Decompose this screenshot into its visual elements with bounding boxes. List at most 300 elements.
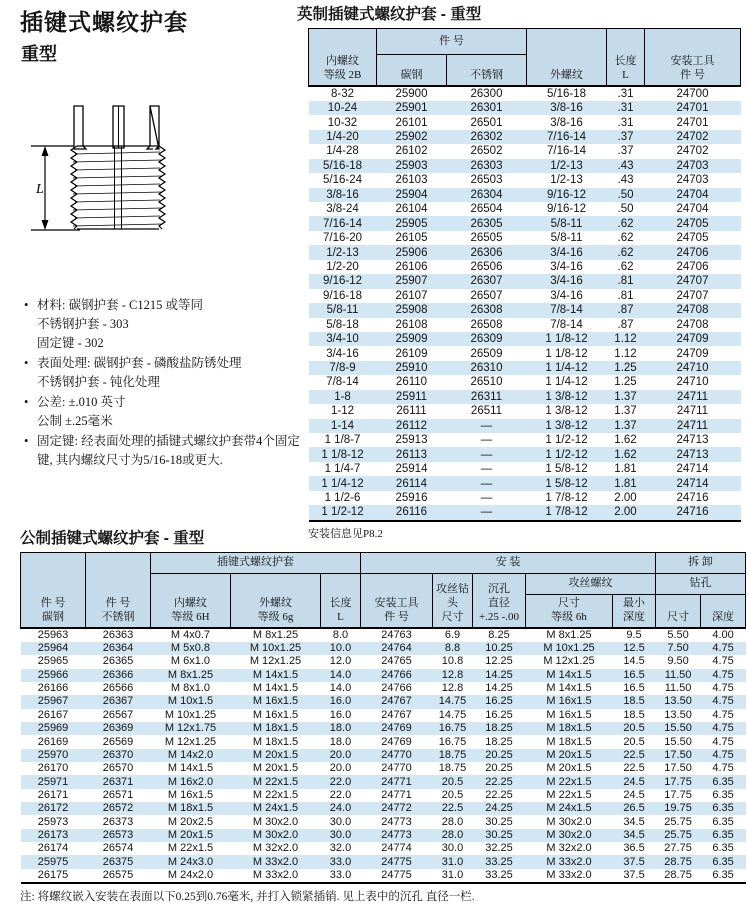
table-cell: 33.0 [329,868,352,881]
group-header-part-no: 件 号 [377,29,527,55]
table-cell: 18.0 [329,735,352,748]
table-cell: 32.25 [485,842,513,855]
table-row [309,130,741,144]
table-cell: 26309 [470,333,503,346]
table-cell: 1.12 [614,333,637,346]
table-cell: 25975 [37,855,69,868]
table-cell: 6.35 [712,842,734,855]
spec-item-locking-key: • 固定键: 经表面处理的插键式螺纹护套带4个固定键, 其内螺纹尺寸为5/16-18或更大. [37,432,313,470]
table-cell: 1 5/8-12 [545,463,588,476]
table-cell: M 20x1.5 [546,748,592,761]
table-cell: 1/2-13 [326,246,359,259]
table-cell: 26108 [395,318,428,331]
table-cell: M 30x2.0 [252,828,299,841]
table-cell: 9/16-12 [322,275,362,288]
col-header-tap-size-6h: 尺寸 等级 6h [526,595,613,628]
table-cell: 8.8 [444,642,461,655]
table-cell: 26572 [102,802,134,815]
table-row [21,789,746,802]
table-cell: 26166 [37,682,69,695]
table-cell: 14.25 [485,668,513,681]
table-cell: 37.5 [623,868,645,881]
table-cell: 26373 [102,815,134,828]
table-cell: 7/8-9 [329,362,356,375]
table-cell: 26173 [37,828,69,841]
table-cell: 1 1/2-12 [545,434,588,447]
table-cell: 12.0 [329,655,352,668]
table-cell: 26505 [470,232,503,245]
table-cell: 26170 [37,762,69,775]
table-cell: 13.50 [664,708,692,721]
table-cell: 16.25 [485,695,513,708]
table-row [21,709,746,722]
table-row [309,476,741,490]
table-cell: 18.5 [623,695,645,708]
table-cell: 33.25 [485,868,513,881]
table-cell: 1 7/8-12 [545,506,588,519]
table-cell: 25907 [395,275,428,288]
table-row [309,144,741,158]
table-cell: 10.0 [329,642,352,655]
table-cell: 11.50 [664,668,692,681]
table-cell: 24766 [381,682,412,695]
col-header-length: 长度 L [321,574,361,628]
table-cell: 24709 [676,333,709,346]
table-cell: 30.25 [485,815,513,828]
table-cell: 24770 [381,762,412,775]
col-header-part-no-carbon: 件 号 碳钢 [21,553,86,628]
table-row [309,231,741,245]
table-cell: 25910 [395,362,428,375]
table-cell: 1 1/4-7 [324,463,361,476]
table-cell: 22.5 [623,762,645,775]
table-cell: M 12x1.25 [164,735,217,748]
table-cell: — [480,419,493,432]
table-cell: 14.75 [438,695,467,708]
table-cell: .31 [617,102,634,115]
table-cell: 24704 [676,203,709,216]
installation-info-footnote: 安装信息见P8.2 [308,527,383,540]
table-cell: 26301 [470,102,503,115]
table-row [309,419,741,433]
table-cell: 30.0 [329,828,352,841]
table-cell: 12.8 [441,668,464,681]
table-cell: 1.62 [614,434,637,447]
spec-item-material: • 材料: 碳钢护套 - C1215 或等同 不锈钢护套 - 303 固定键 - 302 [37,296,313,353]
table-cell: 20.25 [485,762,513,775]
table-row [309,462,741,476]
table-row [21,695,746,708]
installation-note: 注: 将螺纹嵌入安装在表面以下0.25到0.76毫米, 并打入锁紧插销. 见上表中的沉孔 直径一栏. [20,891,475,904]
table-row [309,101,741,115]
table-cell: M 18x1.5 [252,735,299,748]
table-cell: 26111 [396,405,427,418]
table-cell: 24771 [381,788,412,801]
table-row [309,375,741,389]
table-cell: 2.00 [614,506,637,519]
table-cell: 6.35 [712,828,734,841]
table-cell: 1/4-20 [326,131,359,144]
table-cell: 26371 [102,775,134,788]
table-row [309,332,741,346]
table-cell: 26310 [470,362,503,375]
table-cell: 24765 [381,655,412,668]
table-cell: 20.5 [441,788,464,801]
table-cell: 25903 [395,159,428,172]
table-row [309,173,741,187]
table-cell: 20.5 [441,775,464,788]
table-cell: 17.50 [664,748,692,761]
table-cell: 24708 [676,304,709,317]
metric-table-body [21,628,746,884]
table-cell: 6.35 [712,855,734,868]
table-cell: 26569 [102,735,134,748]
table-cell: M 4x0.7 [151,628,231,642]
table-cell: 1.37 [614,405,637,418]
table-cell: 25963 [21,628,86,642]
table-cell: 16.5 [623,682,645,695]
table-cell: 26566 [102,682,134,695]
table-cell: 26104 [395,203,428,216]
table-cell: 7/8-14 [550,304,583,317]
table-row [309,404,741,418]
table-cell: M 16x1.5 [167,788,214,801]
table-cell: M 10x1.5 [167,695,214,708]
table-cell: 7.50 [667,642,689,655]
table-cell: 26567 [102,708,134,721]
table-cell: 13.50 [664,695,692,708]
table-row [21,628,746,642]
table-cell: 26114 [395,477,428,490]
table-cell: M 30x2.0 [546,815,592,828]
table-cell: 24711 [676,390,709,403]
spec-item-tolerance: • 公差: ±.010 英寸 公制 ±.25毫米 [37,393,313,431]
table-cell: 28.75 [664,855,692,868]
col-header-drill-size: 尺寸 [656,595,701,628]
table-cell: 26366 [102,668,134,681]
table-row [21,642,746,655]
table-cell: 8.0 [321,628,361,642]
table-cell: 18.25 [485,722,513,735]
table-row [309,216,741,230]
table-cell: M 24x1.5 [252,802,299,815]
table-cell: 25916 [395,491,428,504]
table-cell: 17.50 [664,762,692,775]
table-cell: 4.75 [712,735,734,748]
table-cell: .43 [617,159,634,172]
table-cell: 24713 [676,448,709,461]
table-cell: 26107 [395,289,428,302]
table-cell: 26570 [102,762,134,775]
col-header-internal-thread: 内螺纹 等级 2B [309,29,377,86]
table-cell: 25.75 [664,815,692,828]
table-cell: 11.50 [664,682,692,695]
table-cell: 25969 [37,722,69,735]
table-cell: 1.62 [614,448,637,461]
table-cell: 1 1/8-12 [321,448,364,461]
left-column [20,4,292,66]
table-cell: 26103 [395,174,428,187]
table-cell: 14.0 [329,682,352,695]
table-cell: 26308 [470,304,503,317]
table-cell: 24.0 [329,802,352,815]
table-cell: 1/2-13 [550,159,583,172]
spec-item-surface: • 表面处理: 碳钢护套 - 磷酸盐防锈处理 不锈钢护套 - 钝化处理 [37,354,313,392]
table-cell: 3/4-16 [550,260,583,273]
table-cell: 34.5 [623,828,645,841]
table-cell: 26112 [395,419,428,432]
table-cell: 26311 [470,390,503,403]
group-header-removal: 拆 卸 [656,553,746,574]
table-cell: 25901 [395,102,428,115]
table-cell: 7/8-14 [326,376,359,389]
table-cell: 3/8-16 [550,102,583,115]
table-cell: 14.0 [329,668,352,681]
table-row [309,491,741,505]
table-cell: 25971 [37,775,69,788]
table-cell: 1 1/4-12 [545,376,588,389]
table-cell: 1/2-13 [550,174,583,187]
table-row [309,346,741,360]
table-row [21,735,746,748]
table-cell: 5/16-18 [322,159,362,172]
table-cell: 19.75 [664,802,692,815]
table-cell: 22.0 [329,788,352,801]
group-header-drill-hole: 钻孔 [656,574,746,595]
table-row [21,682,746,695]
table-cell: M 16x1.5 [546,695,592,708]
table-row [309,86,741,101]
table-cell: 24709 [676,347,709,360]
table-cell: 25966 [37,668,69,681]
table-cell: 26307 [470,275,503,288]
table-cell: M 33x2.0 [252,855,299,868]
table-cell: 24702 [676,131,709,144]
table-row [309,274,741,288]
table-cell: 4.75 [712,655,734,668]
table-cell: 4.75 [712,748,734,761]
table-cell: .37 [617,145,634,158]
table-cell: 15.50 [664,722,692,735]
table-cell: 1/2-20 [326,260,359,273]
table-cell: 24769 [381,735,412,748]
table-cell: .62 [617,232,634,245]
table-cell: 1-12 [330,405,355,418]
table-row [309,447,741,461]
thread-lines [73,152,162,226]
table-row [21,762,746,775]
table-cell: 12.25 [485,655,513,668]
table-cell: 25.75 [664,828,692,841]
table-cell: 31.0 [441,868,464,881]
table-cell: 14.5 [623,655,645,668]
locking-keys [74,106,159,149]
table-cell: 12.8 [441,682,464,695]
table-cell: 26370 [102,748,134,761]
table-cell: .62 [617,260,634,273]
table-cell: 25906 [395,246,428,259]
col-header-min-depth: 最小 深度 [613,595,656,628]
table-cell: 26508 [470,318,503,331]
table-cell: — [480,477,493,490]
table-cell: .81 [617,275,634,288]
table-cell: — [480,491,493,504]
table-cell: 24702 [676,145,709,158]
table-row [21,722,746,735]
table-cell: 25911 [395,390,428,403]
table-cell: 5/16-18 [527,86,607,101]
table-cell: 25909 [395,333,428,346]
group-header-tapping-thread: 攻丝螺纹 [526,574,656,595]
table-row [21,669,746,682]
table-cell: 9.5 [613,628,656,642]
table-cell: 26105 [395,232,428,245]
table-cell: 26573 [102,828,134,841]
table-cell: 9/16-12 [546,203,586,216]
table-cell: 17.75 [664,788,692,801]
table-cell: M 30x2.0 [546,828,592,841]
table-cell: 24766 [381,668,412,681]
table-cell: 18.0 [329,722,352,735]
table-cell: 1 1/2-12 [545,448,588,461]
table-row [309,361,741,375]
table-cell: 32.0 [329,842,352,855]
table-cell: M 33x2.0 [546,855,592,868]
table-cell: 12.5 [623,642,645,655]
table-cell: 5/8-11 [550,217,583,230]
table-cell: 26109 [395,347,428,360]
table-cell: 33.0 [329,855,352,868]
table-cell: 25965 [37,655,69,668]
table-cell: .37 [617,131,634,144]
col-header-internal-thread-6h: 内螺纹 等级 6H [151,574,231,628]
table-cell: 26305 [470,217,503,230]
table-cell: M 16x1.5 [252,695,299,708]
table-cell: 1 1/4-12 [545,362,588,375]
table-cell: M 32x2.0 [252,842,299,855]
table-cell: 26571 [102,788,134,801]
table-cell: 26304 [470,188,503,201]
table-cell: 25973 [37,815,69,828]
table-cell: 14.75 [438,708,467,721]
table-cell: 18.5 [623,708,645,721]
table-cell: 24773 [381,815,412,828]
spec-bullet-list [22,296,313,471]
table-cell: 24767 [381,695,412,708]
table-cell: 26303 [470,159,503,172]
table-cell: 24705 [676,232,709,245]
table-cell: 7/8-14 [550,318,583,331]
table-cell: 16.0 [329,695,352,708]
table-cell: M 5x0.8 [170,642,211,655]
table-cell: 1 1/2-12 [321,506,364,519]
imperial-section [297,2,745,541]
col-header-install-tool: 安装工具 件 号 [645,29,741,86]
table-cell: 26116 [395,506,428,519]
table-cell: M 18x1.5 [167,802,214,815]
table-cell: 1 1/8-12 [545,347,588,360]
table-row [21,842,746,855]
col-header-counterbore-dia: 沉孔 直径 +.25 -.00 [473,574,526,628]
table-cell: 18.75 [438,762,467,775]
table-cell: .31 [607,86,645,101]
imperial-table-header [309,29,741,86]
table-row [309,505,741,520]
table-cell: 4.00 [701,628,746,642]
table-cell: .50 [617,188,634,201]
table-cell: M 33x2.0 [252,868,299,881]
table-cell: 10.25 [485,642,513,655]
table-cell: 25914 [395,463,428,476]
table-cell: 8-32 [309,86,377,101]
metric-section [20,526,747,904]
table-cell: 26502 [470,145,503,158]
table-cell: 25913 [395,434,428,447]
table-cell: 26171 [37,788,69,801]
table-cell: .62 [617,217,634,230]
table-cell: 26375 [102,855,134,868]
table-cell: 6.35 [712,775,734,788]
table-cell: 3/4-16 [326,347,359,360]
table-cell: 24710 [676,376,709,389]
table-cell: 17.75 [664,775,692,788]
table-cell: 26509 [470,347,503,360]
table-cell: 20.0 [329,762,352,775]
table-cell: 1.25 [614,362,637,375]
table-cell: 24701 [676,102,709,115]
table-cell: 4.75 [712,708,734,721]
table-cell: 6.35 [712,868,734,881]
table-cell: 24773 [381,828,412,841]
table-cell: 26363 [86,628,151,642]
table-cell: 24708 [676,318,709,331]
table-cell: M 10x1.25 [164,708,217,721]
table-cell: 22.0 [329,775,352,788]
table-cell: 1.37 [614,390,637,403]
metric-table [20,552,746,884]
table-cell: 26106 [395,260,428,273]
col-header-length: 长度 L [607,29,645,86]
table-cell: M 10x1.25 [543,642,595,655]
table-cell: 24.5 [623,775,645,788]
table-cell: 28.0 [441,828,464,841]
table-cell: 22.5 [623,748,645,761]
table-cell: 6.35 [712,815,734,828]
imperial-table-title: 英制插键式螺纹护套 - 重型 [297,6,482,23]
table-cell: 24763 [361,628,433,642]
table-cell: M 18x1.5 [252,722,299,735]
page-title: 插键式螺纹护套 [20,9,188,35]
table-cell: M 8x1.25 [231,628,321,642]
table-cell: 1 1/4-12 [321,477,364,490]
table-cell: 9.50 [667,655,689,668]
table-cell: 26501 [470,116,503,129]
table-cell: — [480,463,493,476]
table-cell: M 22x1.5 [252,788,299,801]
dimension-label: L [36,182,44,197]
table-cell: M 8x1.25 [167,668,214,681]
table-cell: M 8x1.25 [526,628,613,642]
group-header-installation: 安 装 [361,553,656,574]
table-cell: 4.75 [712,722,734,735]
table-cell: 26369 [102,722,134,735]
table-row [309,188,741,202]
table-cell: 25902 [395,131,428,144]
table-cell: M 18x1.5 [546,735,592,748]
table-cell: 1 1/2-6 [324,491,361,504]
table-cell: 26574 [102,842,134,855]
group-header-keyed-insert: 插键式螺纹护套 [151,553,361,574]
